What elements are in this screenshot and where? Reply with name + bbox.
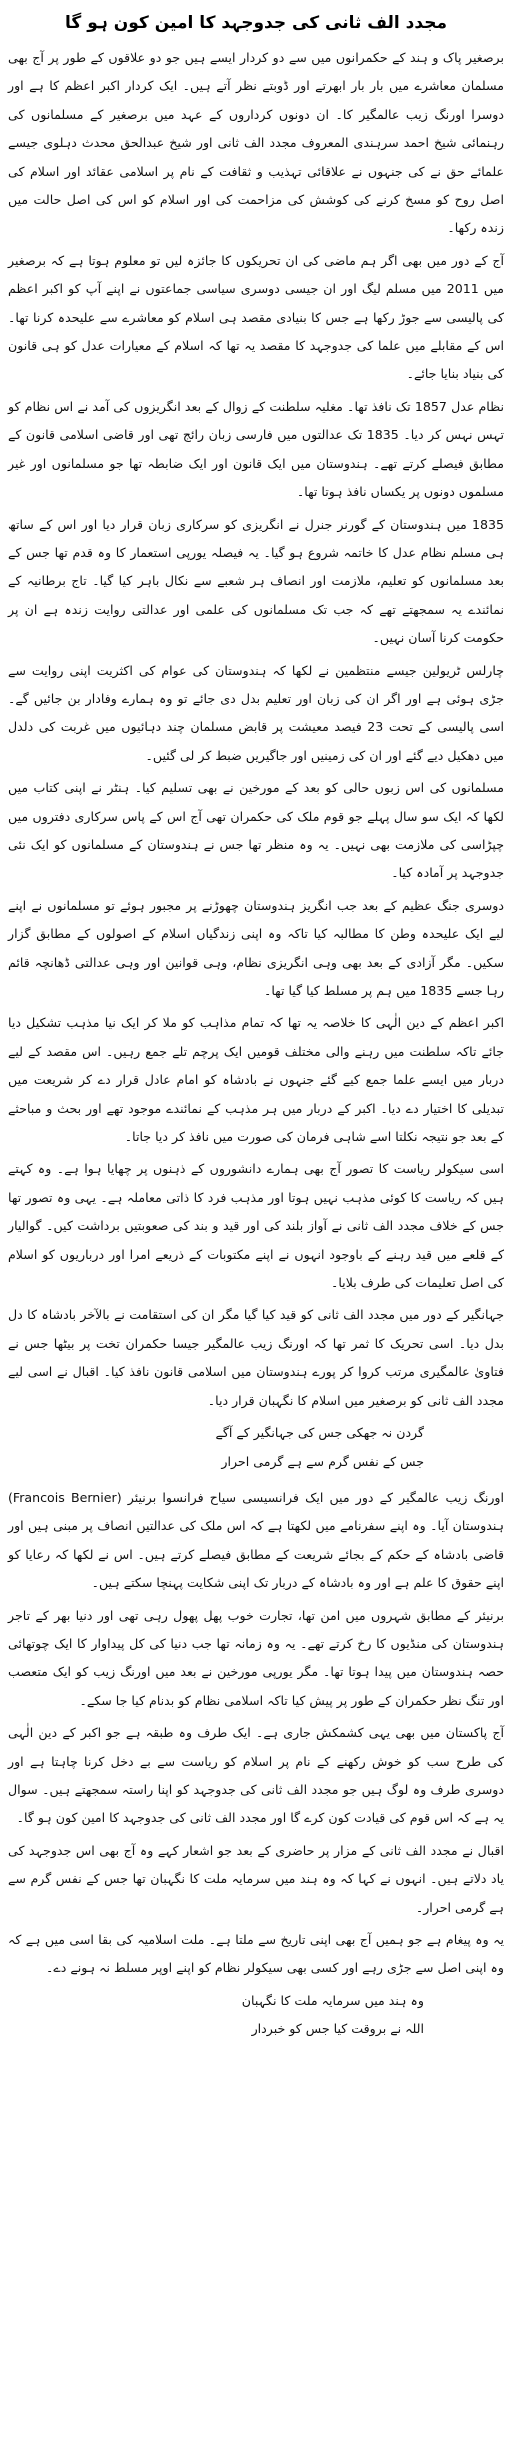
article-paragraph: آج پاکستان میں بھی یہی کشمکش جاری ہے۔ ایک طرف وہ طبقہ ہے جو اکبر کے دین الٰہی کی طرح سب کو خوش رکھنے کے نام پر اسلام کو ریاست سے بے دخل کرنا چاہتا ہے اور دوسری طرف وہ لوگ ہیں جو مجدد الف ثانی کی جدوجہد کو اپنا راستہ سمجھتے ہیں۔ سوال یہ ہے کہ اس قوم کی قیادت کون کرے گا اور مجدد الف ثانی کی جدوجہد کا امین کون ہو گا۔ (8, 1725, 504, 1826)
article-paragraph: دوسری جنگ عظیم کے بعد جب انگریز ہندوستان چھوڑنے پر مجبور ہوئے تو مسلمانوں نے اپنے لیے ایک علیحدہ وطن کا مطالبہ کیا تاکہ وہ اپنی زندگیاں اسلام کے اصولوں کے مطابق گزار سکیں۔ مگر آزادی کے بعد بھی وہی انگریزی نظام، وہی قوانین اور وہی عدالتی ڈھانچہ قائم رہا جسے 1835 میں ہم پر مسلط کیا گیا تھا۔ (8, 897, 504, 998)
verse-line: اللہ نے بروقت کیا جس کو خبردار (251, 2021, 424, 2037)
article-paragraph: اقبال نے مجدد الف ثانی کے مزار پر حاضری کے بعد جو اشعار کہے وہ آج بھی اس جدوجہد کی یاد دلاتے ہیں۔ انہوں نے کہا کہ وہ ہند میں سرمایہ ملت کا نگہبان تھا جس کے نفس گرم سے ہے گرمی احرار۔ (8, 1842, 504, 1915)
article-paragraph: اورنگ زیب عالمگیر کے دور میں ایک فرانسیسی سیاح فرانسوا برنیئر (Francois Bernier) ہندوستان آیا۔ وہ اپنے سفرنامے میں لکھتا ہے کہ اس ملک کی عدالتیں انصاف پر مبنی ہیں اور قاضی بادشاہ کے حکم کے بجائے شریعت کے مطابق فیصلے کرتے ہیں۔ اس نے لکھا کہ رعایا کو اپنے حقوق کا علم ہے اور وہ بادشاہ کے دربار تک اپنی شکایت پہنچا سکتے ہیں۔ (8, 1489, 504, 1591)
article-paragraph: مسلمانوں کی اس زبوں حالی کو بعد کے مورخین نے بھی تسلیم کیا۔ ہنٹر نے اپنی کتاب میں لکھا کہ ایک سو سال پہلے جو قوم ملک کی حکمران تھی آج اس کے پاس سرکاری دفتروں میں چپڑاسی کی ملازمت بھی نہیں۔ یہ وہ منظر تھا جس نے ہندوستان کے مسلمانوں کو ایک نئی جدوجہد پر آمادہ کیا۔ (8, 780, 504, 881)
article-body (8, 44, 504, 2044)
article-headline: مجدد الف ثانی کی جدوجہد کا امین کون ہو گا (65, 13, 447, 33)
verse-line: جس کے نفس گرم سے ہے گرمی احرار (221, 1453, 424, 1469)
article-paragraph: یہ وہ پیغام ہے جو ہمیں آج بھی اپنی تاریخ سے ملتا ہے۔ ملت اسلامیہ کی بقا اسی میں ہے کہ وہ اپنی اصل سے جڑی رہے اور کسی بھی سیکولر نظام کو اپنے اوپر مسلط نہ ہونے دے۔ (8, 1932, 504, 1976)
article-paragraph: اکبر اعظم کے دین الٰہی کا خلاصہ یہ تھا کہ تمام مذاہب کو ملا کر ایک نیا مذہب تشکیل دیا جائے تاکہ سلطنت میں رہنے والی مختلف قومیں ایک پرچم تلے جمع رہیں۔ اس مقصد کے لیے دربار میں ایسے علما جمع کیے گئے جنہوں نے بادشاہ کو امام عادل قرار دے کر شریعت میں تبدیلی کا اختیار دے دیا۔ اکبر کے دربار میں ہر مذہب کے نمائندے موجود تھے اور بحث و مباحثے کے بعد جو نتیجہ نکلتا اسے شاہی فرمان کی صورت میں نافذ کر دیا جاتا۔ (8, 1015, 504, 1145)
verse-block (8, 1987, 504, 2044)
article-paragraph: چارلس ٹریولین جیسے منتظمین نے لکھا کہ ہندوستان کی عوام کی اکثریت اپنی روایت سے جڑی ہوئی ہے اور اگر ان کی زبان اور تعلیم بدل دی جائے تو وہ ہمارے وفادار بن جائیں گے۔ اسی پالیسی کے تحت 23 فیصد معیشت پر قابض مسلمان چند دہائیوں میں غربت کی دلدل میں دھکیل دیے گئے اور ان کی زمینیں اور جاگیریں ضبط کر لی گئیں۔ (8, 662, 504, 763)
article-paragraph: برصغیر پاک و ہند کے حکمرانوں میں سے دو کردار ایسے ہیں جو دو علاقوں کے طور پر آج بھی مسلمان معاشرے میں بار بار ابھرتے اور ڈوبتے نظر آتے ہیں۔ ایک کردار اکبر اعظم کا ہے اور دوسرا اورنگ زیب عالمگیر کا۔ ان دونوں کرداروں کے عہد میں برصغیر کے مسلمانوں کی رہنمائی شیخ احمد سرہندی المعروف مجدد الف ثانی اور شیخ عبدالحق محدث دہلوی جیسے علمائے حق نے کی جنہوں نے علاقائی تہذیب و ثقافت کے نام پر اسلامی عقائد اور اسلام کی اصل روح کو مسخ کرنے کی کوشش کی مزاحمت کی اور اسلام کو اس کی اصل حالت میں زندہ رکھا۔ (8, 50, 504, 236)
article-paragraph: برنیئر کے مطابق شہروں میں امن تھا، تجارت خوب پھل پھول رہی تھی اور دنیا بھر کے تاجر ہندوستان کی منڈیوں کا رخ کرتے تھے۔ یہ وہ زمانہ تھا جب دنیا کی کل پیداوار کا ایک چوتھائی حصہ ہندوستان میں پیدا ہوتا تھا۔ مگر یورپی مورخین نے بعد میں اورنگ زیب کو ایک متعصب اور تنگ نظر حکمران کے طور پر پیش کیا تاکہ اسلامی نظام کو بدنام کیا جا سکے۔ (8, 1607, 504, 1708)
article-paragraph: جہانگیر کے دور میں مجدد الف ثانی کو قید کیا گیا مگر ان کی استقامت نے بالآخر بادشاہ کا دل بدل دیا۔ اسی تحریک کا ثمر تھا کہ اورنگ زیب عالمگیر جیسا حکمران تخت پر بیٹھا جس نے فتاویٰ عالمگیری مرتب کروا کر پورے ہندوستان میں اسلامی قانون نافذ کیا۔ اقبال نے اسی لیے مجدد الف ثانی کو برصغیر میں اسلام کا نگہبان قرار دیا۔ (8, 1307, 504, 1408)
verse-line: وہ ہند میں سرمایہ ملت کا نگہبان (241, 1992, 424, 2008)
article-paragraph: نظام عدل 1857 تک نافذ تھا۔ مغلیہ سلطنت کے زوال کے بعد انگریزوں کی آمد نے اس نظام کو تہس نہس کر دیا۔ 1835 تک عدالتوں میں فارسی زبان رائج تھی اور قاضی اسلامی قانون کے مطابق فیصلے کرتے تھے۔ ہندوستان میں ایک قانون اور ایک ضابطہ تھا جو مسلمانوں اور غیر مسلموں دونوں پر یکساں نافذ ہوتا تھا۔ (8, 398, 505, 500)
article-paragraph: آج کے دور میں بھی اگر ہم ماضی کی ان تحریکوں کا جائزہ لیں تو معلوم ہوتا ہے کہ برصغیر میں 2011 میں مسلم لیگ اور ان جیسی دوسری سیاسی جماعتوں نے اپنے آپ کو اکبر اعظم کی پالیسی سے جوڑ رکھا ہے جس کا بنیادی مقصد ہی اسلام کو معاشرے سے علیحدہ کرنا تھا۔ اس کے مقابلے میں علما کی جدوجہد کا مقصد یہ تھا کہ اسلام کے معیارات عدل کو ہی قانون کی بنیاد بنایا جائے۔ (8, 252, 504, 382)
article-paragraph: اسی سیکولر ریاست کا تصور آج بھی ہمارے دانشوروں کے ذہنوں پر چھایا ہوا ہے۔ وہ کہتے ہیں کہ ریاست کا کوئی مذہب نہیں ہوتا اور مذہب فرد کا ذاتی معاملہ ہے۔ یہی وہ تصور تھا جس کے خلاف مجدد الف ثانی نے آواز بلند کی اور قید و بند کی صعوبتیں برداشت کیں۔ گوالیار کے قلعے میں قید رہنے کے باوجود انہوں نے اپنے مکتوبات کے ذریعے امرا اور درباریوں کو اسلام کی اصل تعلیمات کی طرف بلایا۔ (8, 1161, 504, 1291)
verse-block (8, 1419, 504, 1476)
article-paragraph: 1835 میں ہندوستان کے گورنر جنرل نے انگریزی کو سرکاری زبان قرار دیا اور اس کے ساتھ ہی مسلم نظام عدل کا خاتمہ شروع ہو گیا۔ یہ فیصلہ یورپی استعمار کا وہ قدم تھا جس کے بعد مسلمانوں کو تعلیم، ملازمت اور انصاف ہر شعبے سے نکال باہر کیا گیا۔ تاج برطانیہ کے نمائندے یہ سمجھتے تھے کہ جب تک مسلمانوں کی علمی اور عدالتی روایت زندہ ہے ان پر حکومت کرنا آسان نہیں۔ (8, 516, 504, 646)
verse-line: گردن نہ جھکی جس کی جہانگیر کے آگے (215, 1425, 424, 1441)
